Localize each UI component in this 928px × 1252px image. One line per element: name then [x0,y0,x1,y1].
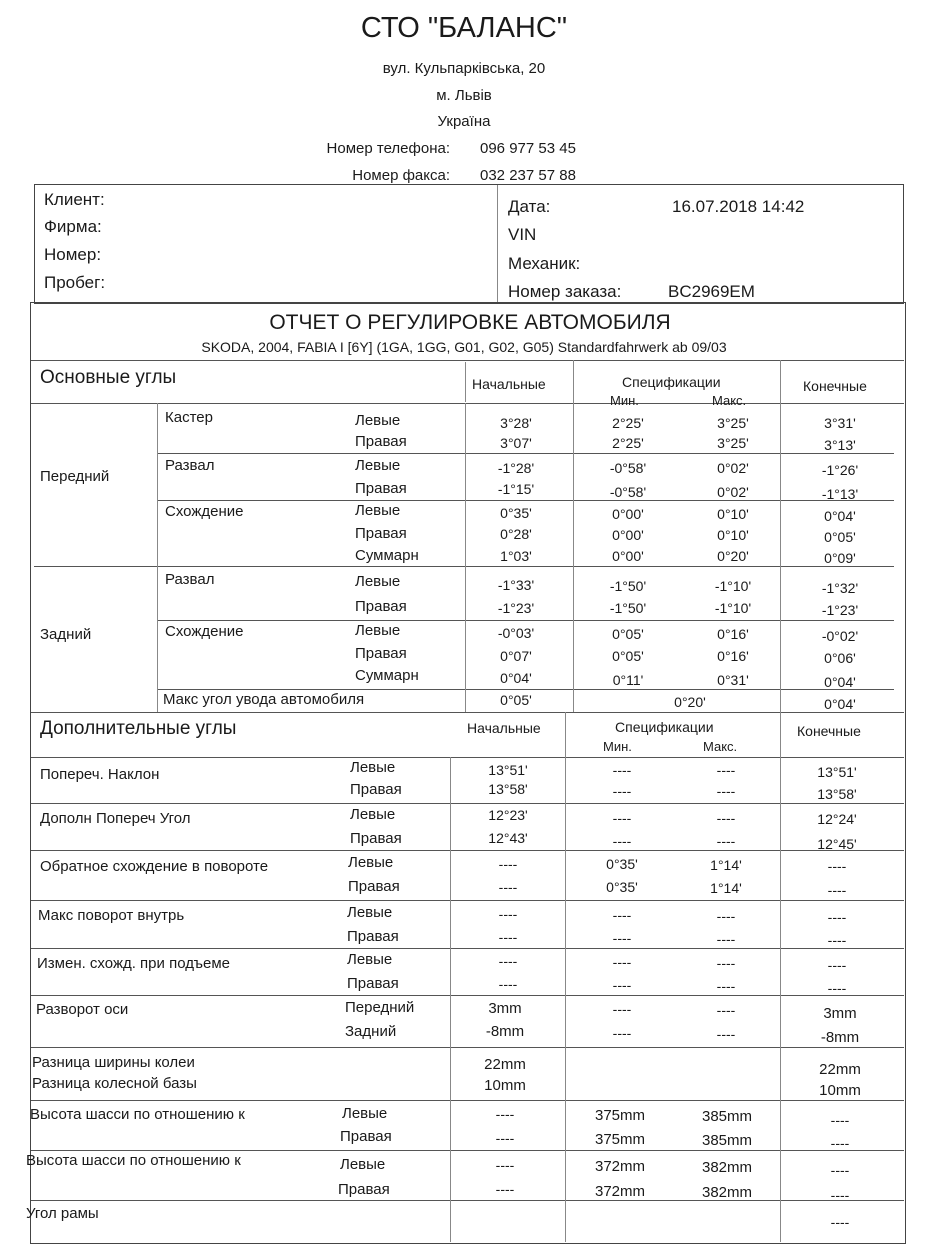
spec-min-value: 0°05' [612,626,644,642]
initial-value: -1°33' [497,577,535,593]
initial-value: -8mm [485,1023,525,1040]
caster-label: Кастер [165,409,213,426]
grid-line [573,360,574,712]
initial-value: 0°07' [500,648,532,664]
additional-col-final: Конечные [797,723,861,739]
wheelbase-diff-initial: 10mm [484,1077,526,1094]
spec-max-value: 1°14' [710,880,742,896]
final-value: -0°02' [821,628,859,644]
final-value: 12°45' [817,836,857,852]
spec-min-value: 0°35' [606,856,638,872]
rear-axle-label: Задний [40,626,92,643]
grid-line [157,500,894,501]
side-label: Левые [347,951,393,968]
initial-value: 1°03' [500,548,532,564]
spec-max-value: -1°10' [714,600,752,616]
initial-value: 12°23' [488,807,528,823]
initial-value: 13°51' [488,762,528,778]
final-value: 0°05' [824,529,856,545]
spec-max-value: ---- [716,1002,736,1018]
spec-max-value: 0°20' [717,548,749,564]
spec-min-value: ---- [612,907,632,923]
final-value: -1°23' [821,602,859,618]
spec-max-value: ---- [716,931,736,947]
initial-value: 12°43' [488,830,528,846]
side-right: Правая [355,645,407,662]
spec-min-value: 0°11' [612,672,644,688]
side-left: Левые [355,412,401,429]
track-diff-final: 22mm [819,1061,861,1078]
final-value: 0°06' [824,650,856,666]
final-value: 3°31' [824,415,856,431]
firm-label: Фирма: [44,217,102,236]
spec-min-value: ---- [612,930,632,946]
spec-max-value: ---- [716,810,736,826]
side-label: Задний [345,1023,397,1040]
group-label: Разворот оси [36,1001,129,1018]
final-value: 13°51' [817,764,857,780]
basic-col-initial: Начальные [472,376,546,392]
grid-line [780,712,781,1242]
side-left: Левые [355,502,401,519]
initial-value: ---- [495,1106,515,1122]
side-label: Правая [350,781,402,798]
front-toe-label: Схождение [165,503,244,520]
spec-min-value: 0°00' [612,506,644,522]
report-title: ОТЧЕТ О РЕГУЛИРОВКЕ АВТОМОБИЛЯ [269,311,671,334]
grid-line [157,689,894,690]
additional-heading: Дополнительные углы [40,718,237,739]
initial-value: ---- [498,906,518,922]
side-right: Правая [355,480,407,497]
side-total: Суммарн [355,667,419,684]
side-right: Правая [355,433,407,450]
spec-max-value: ---- [716,833,736,849]
final-value: ---- [827,932,847,948]
final-value: ---- [827,980,847,996]
final-value: 3°13' [824,437,856,453]
initial-value: ---- [498,856,518,872]
grid-line [34,566,894,567]
final-value: ---- [830,1112,850,1128]
final-value: ---- [827,909,847,925]
initial-value: 0°04' [500,670,532,686]
grid-line [31,712,904,713]
side-left: Левые [355,457,401,474]
spec-min-value: ---- [612,1001,632,1017]
grid-line [31,900,904,901]
final-value: -8mm [820,1029,860,1046]
spec-max-value: 0°02' [717,484,749,500]
spec-max-value: ---- [716,978,736,994]
order-label: Номер заказа: [508,282,622,301]
final-value: ---- [827,957,847,973]
number-label: Номер: [44,245,102,264]
spec-min-value: -0°58' [609,484,647,500]
initial-value: -0°03' [497,625,535,641]
side-label: Левые [348,854,394,871]
basic-heading: Основные углы [40,367,177,388]
frame-angle-label: Угол рамы [26,1205,99,1222]
grid-line [31,995,904,996]
initial-value: ---- [495,1181,515,1197]
spec-max-value: 382mm [701,1159,753,1176]
grid-line [157,453,894,454]
spec-min-value: -1°50' [609,600,647,616]
side-label: Левые [340,1156,386,1173]
initial-value: ---- [498,879,518,895]
initial-value: -1°15' [497,481,535,497]
spec-max-value: 385mm [701,1132,753,1149]
spec-min-value: 372mm [594,1183,646,1200]
grid-line [31,948,904,949]
spec-max-value: ---- [716,955,736,971]
front-camber-label: Развал [165,457,215,474]
initial-value: ---- [498,976,518,992]
mechanic-label: Механик: [508,254,581,273]
track-diff-label: Разница ширины колеи [32,1054,195,1071]
spec-max-value: ---- [716,783,736,799]
final-value: ---- [827,882,847,898]
grid-line [565,712,566,1242]
spec-max-value: 1°14' [710,857,742,873]
final-value: ---- [830,1187,850,1203]
shop-country: Україна [437,113,491,130]
side-left: Левые [355,573,401,590]
group-label: Макс поворот внутрь [38,907,185,924]
thrust-initial: 0°05' [500,692,532,708]
spec-max-value: ---- [716,1026,736,1042]
grid-line [465,362,466,402]
group-label: Дополн Попереч Угол [40,810,191,827]
final-value: 3mm [823,1005,857,1022]
group-label: Попереч. Наклон [40,766,160,783]
side-label: Правая [348,878,400,895]
final-value: 12°24' [817,811,857,827]
shop-city: м. Львів [436,87,492,104]
side-right: Правая [355,525,407,542]
wheelbase-diff-label: Разница колесной базы [32,1075,197,1092]
spec-max-value: 0°10' [717,527,749,543]
side-label: Передний [345,999,415,1016]
spec-min-value: ---- [612,1025,632,1041]
spec-min-value: ---- [612,833,632,849]
shop-name: СТО "БАЛАНС" [360,12,568,44]
spec-min-value: ---- [612,954,632,970]
spec-max-value: 3°25' [717,415,749,431]
initial-value: 0°35' [500,505,532,521]
basic-rule [31,403,904,404]
spec-min-value: ---- [612,977,632,993]
side-label: Правая [350,830,402,847]
ride-height-label: Высота шасси по отношению к [26,1152,241,1169]
spec-min-value: 0°00' [612,548,644,564]
thrust-angle-label: Макс угол увода автомобиля [163,691,365,708]
side-label: Левые [342,1105,388,1122]
vin-label: VIN [508,225,537,244]
grid-line [157,620,894,621]
side-right: Правая [355,598,407,615]
side-left: Левые [355,622,401,639]
spec-min-value: 375mm [594,1131,646,1148]
client-label: Клиент: [44,190,105,209]
spec-max-value: 385mm [701,1108,753,1125]
spec-max-value: ---- [716,908,736,924]
side-label: Правая [347,928,399,945]
spec-min-value: ---- [612,762,632,778]
spec-min-value: ---- [612,810,632,826]
side-label: Левые [350,759,396,776]
initial-value: 3°07' [500,435,532,451]
grid-line [450,757,451,1242]
final-value: 0°04' [824,508,856,524]
final-value: 0°09' [824,550,856,566]
side-total: Суммарн [355,547,419,564]
info-divider [497,185,498,302]
track-diff-initial: 22mm [484,1056,526,1073]
initial-value: ---- [498,953,518,969]
rear-toe-label: Схождение [165,623,244,640]
shop-street: вул. Кульпарківська, 20 [382,60,546,77]
grid-line [31,1100,904,1101]
phone-value: 096 977 53 45 [480,140,576,157]
final-value: ---- [830,1135,850,1151]
thrust-final: 0°04' [824,696,856,712]
wheelbase-diff-final: 10mm [819,1082,861,1099]
order-value: BC2969EM [668,282,755,301]
initial-value: ---- [495,1130,515,1146]
initial-value: 13°58' [488,781,528,797]
spec-min-value: ---- [612,783,632,799]
rear-camber-label: Развал [165,571,215,588]
spec-min-value: -0°58' [609,460,647,476]
side-label: Правая [347,975,399,992]
spec-max-value: 0°16' [717,626,749,642]
spec-min-value: 0°35' [606,879,638,895]
initial-value: -1°23' [497,600,535,616]
initial-value: -1°28' [497,460,535,476]
basic-col-spec: Спецификации [622,374,721,390]
basic-col-min: Мин. [610,393,639,408]
mileage-label: Пробег: [44,273,106,292]
vehicle-description: SKODA, 2004, FABIA I [6Y] (1GA, 1GG, G01, G02, G05) Standardfahrwerk ab 09/03 [201,339,727,355]
fax-value: 032 237 57 88 [480,167,576,184]
spec-max-value: 382mm [701,1184,753,1201]
spec-min-value: 2°25' [612,435,644,451]
date-value: 16.07.2018 14:42 [672,197,805,216]
final-value: -1°32' [821,580,859,596]
grid-line [31,803,904,804]
side-label: Левые [347,904,393,921]
thrust-spec: 0°20' [674,694,706,710]
spec-max-value: 3°25' [717,435,749,451]
initial-value: 0°28' [500,526,532,542]
spec-max-value: 0°10' [717,506,749,522]
spec-max-value: 0°16' [717,648,749,664]
additional-col-max: Макс. [703,739,738,754]
grid-line [31,850,904,851]
final-value: -1°13' [821,486,859,502]
spec-min-value: 372mm [594,1158,646,1175]
final-value: 13°58' [817,786,857,802]
group-label: Обратное схождение в повороте [40,858,269,875]
side-label: Левые [350,806,396,823]
grid-line [31,1047,904,1048]
ride-height-label: Высота шасси по отношению к [30,1106,245,1123]
initial-value: ---- [498,929,518,945]
spec-max-value: 0°02' [717,460,749,476]
basic-col-max: Макс. [712,393,747,408]
spec-max-value: -1°10' [714,578,752,594]
additional-col-min: Мин. [603,739,632,754]
final-value: ---- [827,858,847,874]
spec-min-value: -1°50' [609,578,647,594]
initial-value: ---- [495,1157,515,1173]
front-axle-label: Передний [40,468,110,485]
title-rule [31,360,904,361]
grid-line [31,1150,904,1151]
additional-col-initial: Начальные [467,720,541,736]
final-value: -1°26' [821,462,859,478]
spec-min-value: 0°00' [612,527,644,543]
date-label: Дата: [508,197,551,216]
initial-value: 3°28' [500,415,532,431]
final-value: 0°04' [824,674,856,690]
phone-label: Номер телефона: [326,140,450,157]
final-value: ---- [830,1162,850,1178]
fax-label: Номер факса: [352,167,450,184]
side-label: Правая [340,1128,392,1145]
group-label: Измен. схожд. при подъеме [37,955,231,972]
grid-line [31,757,904,758]
spec-min-value: 375mm [594,1107,646,1124]
spec-max-value: ---- [716,762,736,778]
basic-col-final: Конечные [803,378,867,394]
grid-line [157,403,158,712]
frame-angle-final: ---- [830,1214,850,1230]
spec-max-value: 0°31' [717,672,749,688]
additional-col-spec: Спецификации [615,719,714,735]
spec-min-value: 0°05' [612,648,644,664]
side-label: Правая [338,1181,390,1198]
spec-min-value: 2°25' [612,415,644,431]
initial-value: 3mm [488,1000,522,1017]
